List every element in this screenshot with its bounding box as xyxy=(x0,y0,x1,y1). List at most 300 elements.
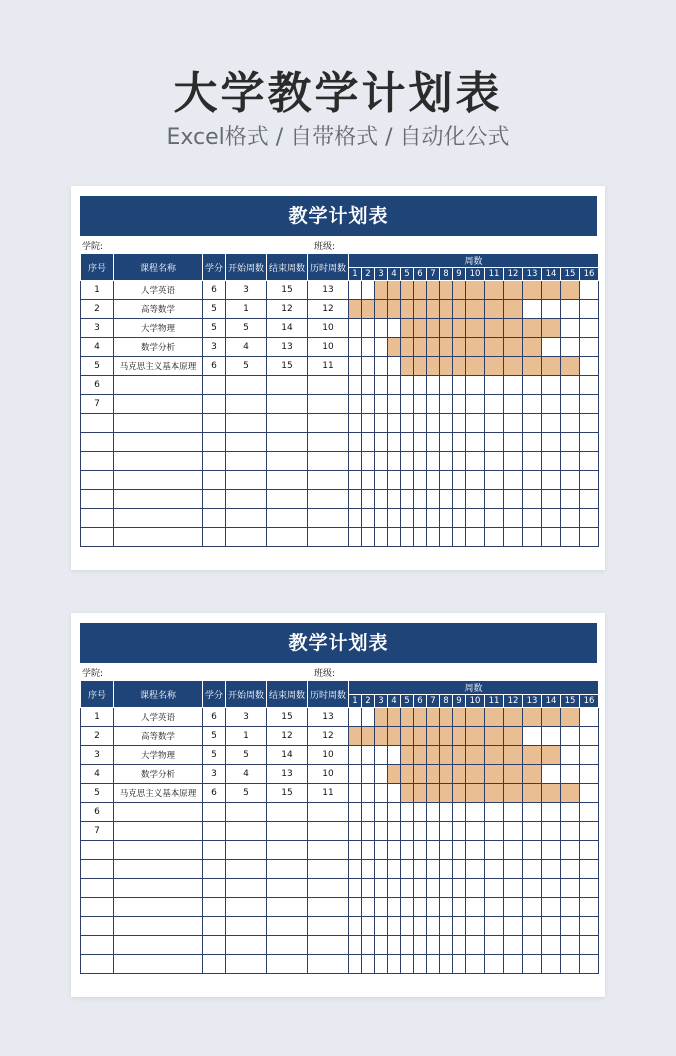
week-cell xyxy=(440,471,453,490)
week-number: 6 xyxy=(414,695,427,708)
week-cell xyxy=(580,452,599,471)
week-number: 2 xyxy=(362,268,375,281)
table-row xyxy=(81,727,599,746)
week-cell xyxy=(401,414,414,433)
plan-table xyxy=(80,680,599,974)
week-cell xyxy=(349,452,362,471)
week-cell xyxy=(440,784,453,803)
row-duration xyxy=(308,803,349,822)
week-cell xyxy=(504,727,523,746)
meta-row xyxy=(80,663,597,680)
week-cell xyxy=(485,784,504,803)
week-cell xyxy=(542,528,561,547)
row-index xyxy=(81,490,114,509)
week-cell xyxy=(362,955,375,974)
week-cell xyxy=(542,357,561,376)
row-start-week xyxy=(226,917,267,936)
row-duration xyxy=(308,376,349,395)
row-credit: 6 xyxy=(203,357,226,376)
college-label: 学院: xyxy=(82,669,104,679)
week-cell xyxy=(504,917,523,936)
header-index: 序号 xyxy=(81,254,114,281)
week-cell xyxy=(388,841,401,860)
week-cell xyxy=(375,765,388,784)
week-cell xyxy=(401,281,414,300)
week-cell xyxy=(375,490,388,509)
week-number: 9 xyxy=(453,268,466,281)
row-credit xyxy=(203,490,226,509)
week-cell xyxy=(580,917,599,936)
week-cell xyxy=(542,860,561,879)
week-cell xyxy=(523,281,542,300)
table-row xyxy=(81,414,599,433)
row-start-week xyxy=(226,452,267,471)
week-cell xyxy=(561,746,580,765)
header-start-week: 开始周数 xyxy=(226,681,267,708)
row-start-week xyxy=(226,376,267,395)
header-end-week: 结束周数 xyxy=(267,681,308,708)
sheet-title: 教学计划表 xyxy=(80,623,597,663)
week-cell xyxy=(427,338,440,357)
week-cell xyxy=(401,433,414,452)
week-cell xyxy=(466,784,485,803)
week-cell xyxy=(375,955,388,974)
week-cell xyxy=(453,936,466,955)
week-cell xyxy=(542,414,561,433)
week-number: 9 xyxy=(453,695,466,708)
week-number: 4 xyxy=(388,268,401,281)
row-course xyxy=(114,528,203,547)
week-cell xyxy=(375,860,388,879)
row-start-week xyxy=(226,471,267,490)
week-number: 7 xyxy=(427,268,440,281)
row-credit: 3 xyxy=(203,765,226,784)
row-course: 人学英语 xyxy=(114,708,203,727)
week-cell xyxy=(466,452,485,471)
week-cell xyxy=(466,803,485,822)
plan-sheet xyxy=(80,196,597,547)
week-cell xyxy=(485,338,504,357)
row-index xyxy=(81,471,114,490)
week-cell xyxy=(440,746,453,765)
week-cell xyxy=(453,860,466,879)
week-cell xyxy=(466,357,485,376)
table-row xyxy=(81,433,599,452)
week-cell xyxy=(427,898,440,917)
week-cell xyxy=(440,822,453,841)
week-cell xyxy=(466,841,485,860)
week-cell xyxy=(427,490,440,509)
week-cell xyxy=(453,490,466,509)
row-duration xyxy=(308,898,349,917)
week-cell xyxy=(453,879,466,898)
week-cell xyxy=(427,357,440,376)
row-start-week xyxy=(226,936,267,955)
week-cell xyxy=(401,708,414,727)
week-cell xyxy=(580,338,599,357)
week-cell xyxy=(440,414,453,433)
week-cell xyxy=(401,300,414,319)
week-cell xyxy=(362,936,375,955)
week-cell xyxy=(542,822,561,841)
week-cell xyxy=(388,708,401,727)
week-cell xyxy=(523,860,542,879)
row-course xyxy=(114,898,203,917)
week-cell xyxy=(388,822,401,841)
row-index: 1 xyxy=(81,281,114,300)
week-cell xyxy=(466,490,485,509)
row-end-week xyxy=(267,471,308,490)
week-cell xyxy=(485,414,504,433)
week-cell xyxy=(542,746,561,765)
row-start-week xyxy=(226,841,267,860)
row-start-week xyxy=(226,528,267,547)
week-cell xyxy=(414,917,427,936)
week-cell xyxy=(388,727,401,746)
week-cell xyxy=(362,376,375,395)
row-duration: 12 xyxy=(308,300,349,319)
week-number: 2 xyxy=(362,695,375,708)
week-cell xyxy=(349,936,362,955)
week-cell xyxy=(375,936,388,955)
week-cell xyxy=(440,727,453,746)
week-number: 4 xyxy=(388,695,401,708)
week-cell xyxy=(401,898,414,917)
row-course xyxy=(114,860,203,879)
week-cell xyxy=(504,765,523,784)
row-duration: 10 xyxy=(308,746,349,765)
week-cell xyxy=(453,509,466,528)
row-start-week: 5 xyxy=(226,746,267,765)
week-number: 8 xyxy=(440,695,453,708)
row-end-week xyxy=(267,528,308,547)
week-cell xyxy=(485,955,504,974)
week-cell xyxy=(440,528,453,547)
week-cell xyxy=(440,860,453,879)
row-end-week: 12 xyxy=(267,727,308,746)
row-end-week xyxy=(267,879,308,898)
week-cell xyxy=(401,490,414,509)
week-cell xyxy=(388,936,401,955)
week-cell xyxy=(542,433,561,452)
header-duration: 历时周数 xyxy=(308,681,349,708)
row-start-week xyxy=(226,414,267,433)
week-cell xyxy=(523,727,542,746)
week-cell xyxy=(440,765,453,784)
week-cell xyxy=(580,898,599,917)
week-cell xyxy=(375,395,388,414)
week-cell xyxy=(414,338,427,357)
row-course xyxy=(114,471,203,490)
row-index xyxy=(81,917,114,936)
week-cell xyxy=(561,917,580,936)
week-cell xyxy=(388,784,401,803)
week-cell xyxy=(388,395,401,414)
week-cell xyxy=(414,822,427,841)
row-index: 2 xyxy=(81,300,114,319)
week-cell xyxy=(427,376,440,395)
week-cell xyxy=(440,955,453,974)
week-cell xyxy=(466,471,485,490)
row-duration xyxy=(308,509,349,528)
row-end-week xyxy=(267,395,308,414)
week-cell xyxy=(466,917,485,936)
week-cell xyxy=(542,841,561,860)
week-cell xyxy=(453,708,466,727)
row-credit xyxy=(203,376,226,395)
week-cell xyxy=(485,803,504,822)
header-duration: 历时周数 xyxy=(308,254,349,281)
row-course: 大学物理 xyxy=(114,319,203,338)
header-course: 课程名称 xyxy=(114,254,203,281)
week-cell xyxy=(388,452,401,471)
week-cell xyxy=(375,841,388,860)
table-row xyxy=(81,395,599,414)
week-cell xyxy=(440,708,453,727)
week-cell xyxy=(542,395,561,414)
table-row xyxy=(81,822,599,841)
week-cell xyxy=(485,860,504,879)
week-cell xyxy=(485,917,504,936)
week-cell xyxy=(440,879,453,898)
week-cell xyxy=(523,471,542,490)
week-cell xyxy=(440,936,453,955)
week-cell xyxy=(453,765,466,784)
row-duration xyxy=(308,955,349,974)
week-cell xyxy=(561,784,580,803)
row-start-week: 4 xyxy=(226,338,267,357)
week-cell xyxy=(523,936,542,955)
week-cell xyxy=(580,433,599,452)
row-course: 数学分析 xyxy=(114,765,203,784)
week-cell xyxy=(453,822,466,841)
week-cell xyxy=(388,376,401,395)
week-cell xyxy=(523,376,542,395)
week-cell xyxy=(580,727,599,746)
week-cell xyxy=(401,727,414,746)
week-cell xyxy=(542,898,561,917)
week-cell xyxy=(561,452,580,471)
row-end-week: 15 xyxy=(267,784,308,803)
week-cell xyxy=(485,471,504,490)
row-duration: 10 xyxy=(308,765,349,784)
row-index: 4 xyxy=(81,338,114,357)
row-duration xyxy=(308,936,349,955)
week-cell xyxy=(349,471,362,490)
week-cell xyxy=(401,784,414,803)
week-cell xyxy=(542,708,561,727)
week-cell xyxy=(388,281,401,300)
week-cell xyxy=(580,319,599,338)
week-cell xyxy=(375,784,388,803)
week-cell xyxy=(466,708,485,727)
week-cell xyxy=(466,879,485,898)
row-credit xyxy=(203,509,226,528)
week-cell xyxy=(523,319,542,338)
table-row xyxy=(81,509,599,528)
week-cell xyxy=(561,338,580,357)
week-cell xyxy=(542,471,561,490)
row-end-week xyxy=(267,803,308,822)
week-cell xyxy=(414,803,427,822)
class-label: 班级: xyxy=(314,669,336,679)
table-row xyxy=(81,803,599,822)
week-cell xyxy=(523,879,542,898)
row-credit xyxy=(203,395,226,414)
week-cell xyxy=(362,433,375,452)
row-duration: 11 xyxy=(308,784,349,803)
table-row xyxy=(81,490,599,509)
week-cell xyxy=(453,471,466,490)
row-end-week xyxy=(267,490,308,509)
week-cell xyxy=(580,746,599,765)
week-cell xyxy=(504,936,523,955)
week-cell xyxy=(414,300,427,319)
row-credit xyxy=(203,433,226,452)
week-cell xyxy=(349,765,362,784)
week-cell xyxy=(349,841,362,860)
row-course: 马克思主义基本原理 xyxy=(114,357,203,376)
week-cell xyxy=(440,319,453,338)
table-row xyxy=(81,841,599,860)
meta-row xyxy=(80,236,597,253)
week-cell xyxy=(388,528,401,547)
row-duration xyxy=(308,471,349,490)
college-label: 学院: xyxy=(82,242,104,252)
week-cell xyxy=(561,898,580,917)
week-cell xyxy=(349,376,362,395)
row-end-week xyxy=(267,955,308,974)
week-number: 1 xyxy=(349,268,362,281)
row-start-week: 5 xyxy=(226,784,267,803)
week-cell xyxy=(401,746,414,765)
week-cell xyxy=(523,955,542,974)
week-cell xyxy=(401,319,414,338)
row-index xyxy=(81,860,114,879)
week-cell xyxy=(561,708,580,727)
table-row xyxy=(81,917,599,936)
week-cell xyxy=(504,746,523,765)
week-cell xyxy=(561,509,580,528)
week-cell xyxy=(362,708,375,727)
week-cell xyxy=(542,955,561,974)
week-cell xyxy=(401,841,414,860)
week-cell xyxy=(504,395,523,414)
row-course: 高等数学 xyxy=(114,727,203,746)
week-cell xyxy=(427,528,440,547)
week-cell xyxy=(485,879,504,898)
table-row xyxy=(81,281,599,300)
week-cell xyxy=(523,746,542,765)
week-cell xyxy=(375,822,388,841)
week-cell xyxy=(580,471,599,490)
table-row xyxy=(81,452,599,471)
week-cell xyxy=(453,433,466,452)
row-duration xyxy=(308,879,349,898)
week-cell xyxy=(542,727,561,746)
header-end-week: 结束周数 xyxy=(267,254,308,281)
week-cell xyxy=(561,528,580,547)
week-cell xyxy=(466,338,485,357)
week-number: 6 xyxy=(414,268,427,281)
table-row xyxy=(81,471,599,490)
week-cell xyxy=(453,319,466,338)
row-credit: 5 xyxy=(203,300,226,319)
week-number: 13 xyxy=(523,695,542,708)
week-cell xyxy=(453,955,466,974)
row-start-week: 1 xyxy=(226,727,267,746)
week-cell xyxy=(504,803,523,822)
week-cell xyxy=(580,860,599,879)
week-cell xyxy=(504,357,523,376)
row-course xyxy=(114,395,203,414)
week-number: 14 xyxy=(542,268,561,281)
week-cell xyxy=(523,528,542,547)
week-cell xyxy=(375,281,388,300)
row-start-week xyxy=(226,490,267,509)
row-course xyxy=(114,822,203,841)
week-cell xyxy=(453,803,466,822)
week-cell xyxy=(561,395,580,414)
week-cell xyxy=(414,955,427,974)
row-course xyxy=(114,879,203,898)
week-cell xyxy=(414,471,427,490)
week-cell xyxy=(542,452,561,471)
plan-sheet xyxy=(80,623,597,974)
week-cell xyxy=(542,281,561,300)
row-index: 7 xyxy=(81,822,114,841)
week-cell xyxy=(401,471,414,490)
week-cell xyxy=(453,338,466,357)
week-cell xyxy=(466,395,485,414)
row-duration: 13 xyxy=(308,281,349,300)
row-index xyxy=(81,452,114,471)
week-cell xyxy=(349,357,362,376)
row-course xyxy=(114,414,203,433)
week-number: 5 xyxy=(401,695,414,708)
header-weeks: 周数 xyxy=(349,681,599,695)
week-cell xyxy=(504,319,523,338)
row-end-week xyxy=(267,860,308,879)
week-cell xyxy=(362,490,375,509)
week-cell xyxy=(440,433,453,452)
week-cell xyxy=(427,414,440,433)
row-credit: 5 xyxy=(203,319,226,338)
week-cell xyxy=(561,860,580,879)
week-number: 15 xyxy=(561,268,580,281)
week-cell xyxy=(427,803,440,822)
row-duration: 12 xyxy=(308,727,349,746)
week-cell xyxy=(580,936,599,955)
table-row xyxy=(81,357,599,376)
week-cell xyxy=(349,727,362,746)
week-cell xyxy=(440,376,453,395)
week-cell xyxy=(349,879,362,898)
week-cell xyxy=(414,357,427,376)
week-number: 10 xyxy=(466,695,485,708)
row-index xyxy=(81,879,114,898)
week-cell xyxy=(542,765,561,784)
table-row xyxy=(81,784,599,803)
row-duration xyxy=(308,860,349,879)
row-start-week: 3 xyxy=(226,708,267,727)
week-cell xyxy=(542,300,561,319)
week-cell xyxy=(466,281,485,300)
week-cell xyxy=(466,414,485,433)
week-cell xyxy=(504,822,523,841)
week-cell xyxy=(375,727,388,746)
week-cell xyxy=(453,841,466,860)
